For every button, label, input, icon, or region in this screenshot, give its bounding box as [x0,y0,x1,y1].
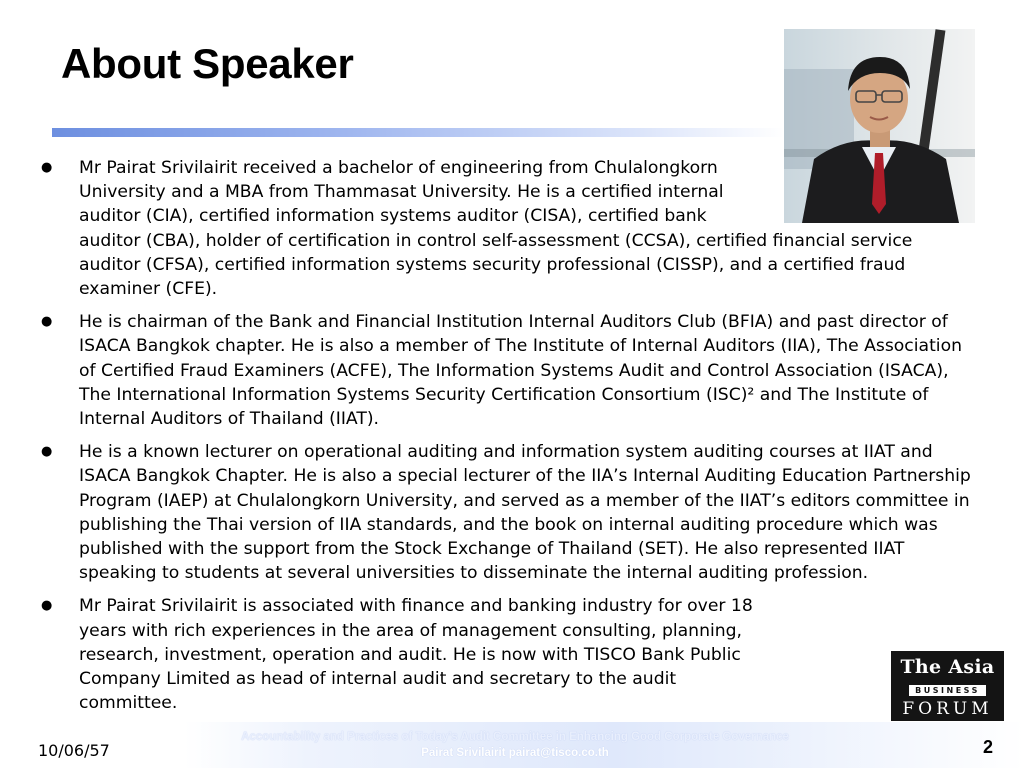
bio-text: He is chairman of the Bank and Financial Institution Internal Auditors Club (BFIA) and past director of ISACA Bangkok chapter. He is also a member of The Institute of Internal Auditors (IIA), The Association of Certified Fraud Examiners (ACFE), The Information Systems Audit and Control Association (ISACA), The International Information Systems Security Certification Consortium (ISC)² and The Institute of Internal Auditors of Thailand (IIAT). [79,312,962,430]
bio-text: He is a known lecturer on operational auditing and information system auditing courses at IIAT and ISACA Bangkok Chapter. He is also a special lecturer of the IIA’s Internal Auditing Education Partnership Program (IAEP) at Chulalongkorn University, and served as a member of the IIAT’s editors committee in publishing the Thai version of IIA standards, and the book on internal auditing procedure which was published with the support from the Stock Exchange of Thailand (SET). He also represented IIAT speaking to students at several universities to disseminate the internal auditing profession. [79,442,971,584]
bio-bullet-memberships [38,310,978,431]
speaker-bio-list [38,156,978,724]
bio-text: Mr Pairat Srivilairit is associated with finance and banking industry for over 18 years with rich experiences in the area of management consulting, planning, research, investment, operation and audit. He is now with TISCO Bank Public Company Limited as head of internal audit and secretary to the audit committee. [79,596,753,714]
bio-bullet-lecturer [38,440,978,585]
footer-caption [195,729,835,761]
logo-line-3: FORUM [902,699,993,719]
slide-date: 10/06/57 [38,741,110,760]
photo-wrap-spacer [768,156,978,226]
bullet-dot-icon: ● [41,444,53,460]
asia-business-forum-logo [891,651,1004,721]
slide-page-number: 2 [983,737,994,757]
logo-line-1: The Asia [900,656,995,678]
footer-event-title: Accountability and Practices of Today’s Audit Committee in Enhancing Good Corporate Governance [241,731,789,743]
bullet-dot-icon: ● [41,598,53,614]
bio-bullet-education [38,156,978,301]
footer-speaker-contact: Pairat Srivilairit pairat@tisco.co.th [421,747,609,759]
bio-bullet-career [38,594,978,715]
bio-text: Mr Pairat Srivilairit received a bachelor of engineering from Chulalongkorn University and a MBA from Thammasat University. He is a certified internal auditor (CIA), certified information systems auditor (CISA), certified bank auditor (CBA), holder of certification in control self-assessment (CCSA), certified financial service auditor (CFSA), certified information systems security professional (CISSP), and a certified fraud examiner (CFE). [79,158,913,300]
logo-line-2: BUSINESS [909,685,986,696]
slide-title: About Speaker [61,40,354,87]
bullet-dot-icon: ● [41,160,53,175]
title-underline-bar [52,128,784,137]
bullet-dot-icon: ● [41,314,53,330]
